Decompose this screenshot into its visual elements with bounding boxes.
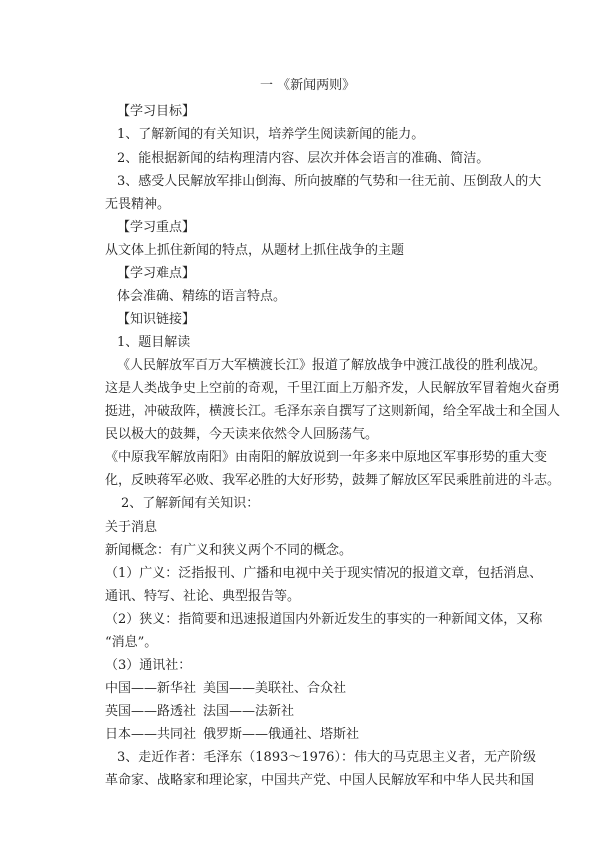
agency-russia: 俄罗斯——俄通社、塔斯社 [203,727,360,742]
knowledge-heading: 2、了解新闻有关知识： [121,496,260,511]
agency-uk: 英国——路透社 [105,704,197,719]
news-concept: 新闻概念：有广义和狭义两个不同的概念。 [105,543,353,558]
focus-text: 从文体上抓住新闻的特点，从题材上抓住战争的主题 [105,243,405,258]
goals-heading: 【学习目标】 [117,104,196,119]
page-title: 一 《新闻两则》 [260,78,356,93]
focus-heading: 【学习重点】 [117,220,196,235]
about-news: 关于消息 [105,520,158,535]
broad-definition-line-2: 通讯、特写、社论、典型报告等。 [105,589,301,604]
difficulty-text: 体会准确、精练的语言特点。 [117,289,287,304]
narrow-definition-line-1: （2）狭义：指简要和迅速报道国内外新近发生的事实的一种新闻文体，又称 [105,612,543,627]
agency-row-1 [105,679,525,699]
author-line-1: 3、走近作者：毛泽东（1893～1976）：伟大的马克思主义者，无产阶级 [117,750,536,765]
goal-1: 1、了解新闻的有关知识，培养学生阅读新闻的能力。 [117,127,425,142]
link-heading: 【知识链接】 [117,312,196,327]
para-1-line-1: 《人民解放军百万大军横渡长江》报道了解放战争中渡江战役的胜利战况。 [117,358,547,373]
topic-heading: 1、题目解读 [117,335,191,350]
para-1-line-2: 这是人类战争史上空前的奇观，千里江面上万船齐发，人民解放军冒着炮火奋勇 [105,381,561,396]
broad-definition-line-1: （1）广义：泛指报刊、广播和电视中关于现实情况的报道文章，包括消息、 [105,566,543,581]
agency-china: 中国——新华社 [105,681,197,696]
difficulty-heading: 【学习难点】 [117,266,196,281]
goal-3-line-2: 无畏精神。 [105,197,171,212]
agency-france: 法国——法新社 [203,704,295,719]
narrow-definition-line-2: “消息”。 [105,635,158,650]
agency-japan: 日本——共同社 [105,727,197,742]
para-1-line-3: 挺进，冲破敌阵，横渡长江。毛泽东亲自撰写了这则新闻，给全军战士和全国人 [105,404,561,419]
goal-2: 2、能根据新闻的结构理清内容、层次并体会语言的准确、简洁。 [117,151,490,166]
agency-row-3 [105,725,525,745]
agency-row-2 [105,702,525,722]
para-1-line-4: 民以极大的鼓舞，今天读来依然令人回肠荡气。 [105,427,379,442]
agency-usa: 美国——美联社、合众社 [203,681,347,696]
goal-3-line-1: 3、感受人民解放军排山倒海、所向披靡的气势和一往无前、压倒敌人的大 [117,174,542,189]
agency-heading: （3）通讯社： [105,658,192,673]
author-line-2: 革命家、战略家和理论家，中国共产党、中国人民解放军和中华人民共和国 [105,773,535,788]
para-2-line-1: 《中原我军解放南阳》由南阳的解放说到一年多来中原地区军事形势的重大变 [105,450,548,465]
para-2-line-2: 化，反映蒋军必败、我军必胜的大好形势，鼓舞了解放区军民乘胜前进的斗志。 [105,473,561,488]
